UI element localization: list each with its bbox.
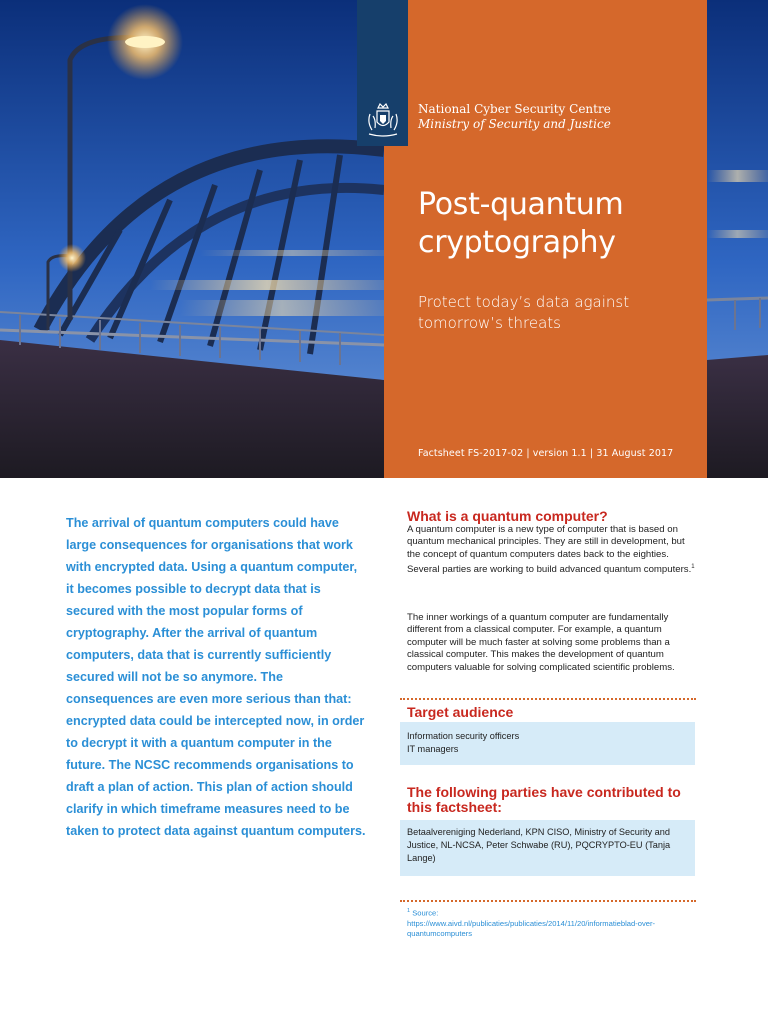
subtitle <box>418 292 698 334</box>
factsheet-version: Factsheet FS-2017-02 | version 1.1 | 31 August 2017 <box>418 448 674 459</box>
footnote <box>407 906 699 939</box>
audience-item: Information security officers <box>407 731 520 741</box>
section-heading-quantum-computer: What is a quantum computer? <box>407 508 608 524</box>
ministry-name: Ministry of Security and Justice <box>418 117 611 131</box>
quantum-paragraph-2: The inner workings of a quantum computer are fundamentally different from a classical computer. For example, a quantum computer will be much faster at solving some problems than a classical computer. This makes the development of quantum computers valuable for solving complicated scientific problems. <box>407 612 675 673</box>
section-heading-contributors: The following parties have contributed to this factsheet: <box>407 784 681 815</box>
footnote-number: 1 <box>407 908 411 914</box>
org-name: National Cyber Security Centre <box>418 102 611 116</box>
source-link[interactable]: https://www.aivd.nl/publicaties/publicaties/2014/11/20/informatieblad-over-quantumcomputers <box>407 918 656 938</box>
title-line-2: cryptography <box>418 225 616 260</box>
target-audience-box <box>400 722 695 765</box>
audience-item: IT managers <box>407 744 459 754</box>
title-line-1: Post-quantum <box>418 187 624 222</box>
contributors-box <box>400 820 695 876</box>
subtitle-line-1: Protect today’s data against <box>418 293 630 311</box>
page-title <box>418 186 698 262</box>
intro-paragraph: The arrival of quantum computers could have large consequences for organisations that work with encrypted data. Using a quantum computer, it becomes possible to decrypt data that is secured with the most popular forms of cryptography. After the arrival of quantum computers, data that is currently sufficiently secured will not be so anymore. The consequences are even more serious than that: encrypted data could be intercepted now, in order to decrypt it with a quantum computer in the future. The NCSC recommends organisations to draft a plan of action. This plan of action should clarify in which timeframe measures need to be taken to protect data against quantum computers. <box>66 516 366 838</box>
footnote-divider <box>400 900 696 902</box>
section-divider <box>400 698 696 700</box>
organisation-name <box>418 102 611 132</box>
quantum-paragraph-1-text: A quantum computer is a new type of computer that is based on quantum mechanical principles. They are still in development, but the concept of quantum computers dates back to the eighties. Several parties are working to build advanced quantum computers. <box>407 524 692 576</box>
section-heading-target-audience: Target audience <box>407 704 514 720</box>
subtitle-line-2: tomorrow’s threats <box>418 314 561 332</box>
contributors-text: Betaalvereniging Nederland, KPN CISO, Ministry of Security and Justice, NL-NCSA, Peter Schwabe (RU), PQCRYPTO-EU (Tanja Lange) <box>407 827 671 863</box>
quantum-paragraph-1 <box>407 524 699 577</box>
footnote-label: Source: <box>412 908 439 918</box>
royal-coat-of-arms-icon <box>362 102 404 140</box>
footnote-reference[interactable]: 1 <box>691 564 695 571</box>
